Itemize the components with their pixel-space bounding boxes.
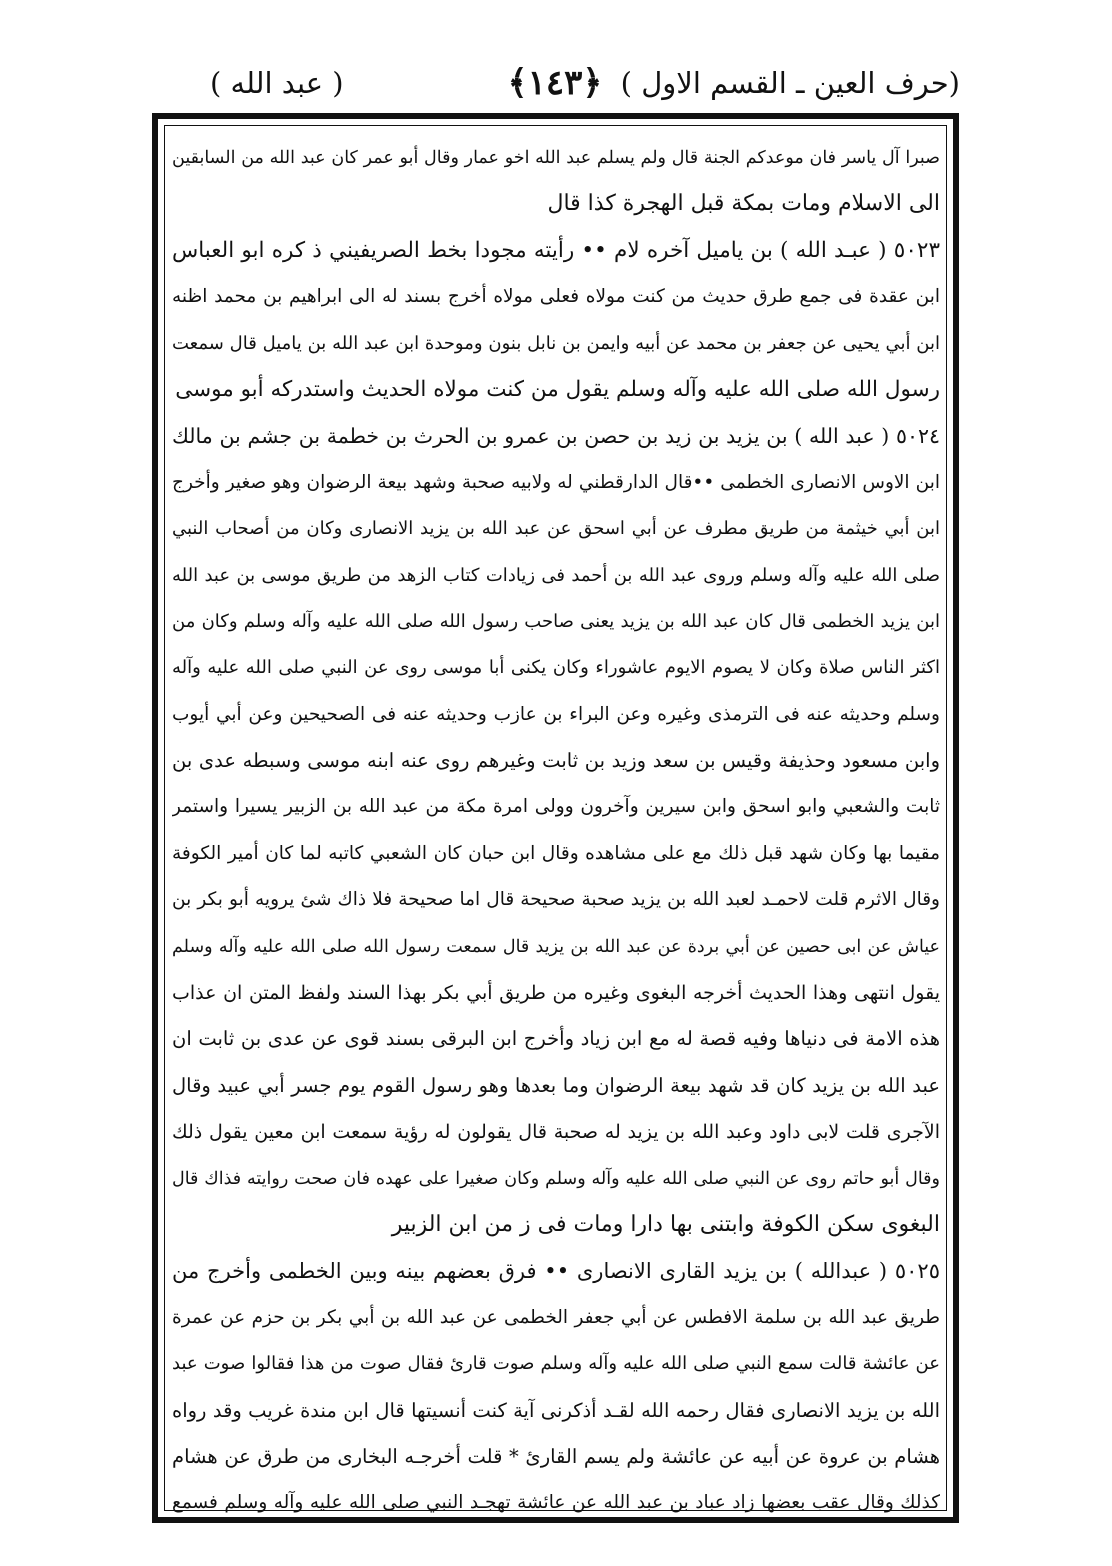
text-line: وابن مسعود وحذيفة وقيس بن سعد وزيد بن ثابت وغيرهم روى عنه ابنه موسى وسبطه عدى بن [172, 749, 940, 773]
text-line: وقال الاثرم قلت لاحمـد لعبد الله بن يزيد صحبة صحيحة قال اما صحيحة فلا ذاك شئ يرويه أبو بكر بن [172, 889, 940, 911]
text-line: صلى الله عليه وآله وسلم وروى عبد الله بن أحمد فى زيادات كتاب الزهد من طريق موسى بن عبد الله [172, 564, 940, 586]
text-line: ابن يزيد الخطمى قال كان عبد الله بن يزيد يعنى صاحب رسول الله صلى الله عليه وآله وسلم وكان من [172, 610, 940, 632]
text-line: وسلم وحديثه عنه فى الترمذى وغيره وعن البراء بن عازب وحديثه عنه فى الصحيحين وعن أبي أيوب [172, 703, 940, 725]
text-line: ابن عقدة فى جمع طرق حديث من كنت مولاه فعلى مولاه أخرج بسند له الى ابراهيم بن محمد اظنه [172, 286, 940, 308]
text-line: يقول انتهى وهذا الحديث أخرجه البغوى وغيره من طريق أبي بكر بهذا السند ولفظ المتن ان عذاب [172, 982, 940, 1005]
page-number: ﴿١٤٣﴾ [507, 63, 603, 103]
entry-5023-start: ٥٠٢٣ ( عبـد الله ) بن ياميل آخره لام •• رأيته مجودا بخط الصريفيني ذ كره ابو العباس [172, 237, 940, 263]
main-text [172, 135, 940, 1527]
text-line: اكثر الناس صلاة وكان لا يصوم الايوم عاشوراء وكان يكنى أبا موسى روى عن النبي صلى الله عليه وآله [172, 657, 940, 679]
text-line: وقال أبو حاتم روى عن النبي صلى الله عليه وآله وسلم وكان صغيرا على عهده فان صحت روايته فذاك قال [172, 1168, 940, 1189]
text-line: ابن الاوس الانصارى الخطمى ••قال الدارقطني له ولابيه صحبة وشهد بيعة الرضوان وهو صغير وأخرج [172, 471, 940, 493]
text-line: ابن أبي يحيى عن جعفر بن محمد عن أبيه وايمن بن نابل بنون وموحدة ابن عبد الله بن ياميل قال سمعت [172, 332, 940, 354]
text-line: عبد الله بن يزيد كان قد شهد بيعة الرضوان وما بعدها وهو رسول القوم يوم جسر أبي عبيد وقال [172, 1073, 940, 1097]
text-line: كذلك وقال عقب بعضها زاد عباد بن عبد الله عن عائشة تهجـد النبي صلى الله عليه وآله وسلم فسمع [172, 1492, 940, 1514]
text-line: عياش عن ابى حصين عن أبي بردة عن عبد الله بن يزيد قال سمعت رسول الله صلى الله عليه وآله وسلم [172, 936, 940, 957]
text-line: عن عائشة قالت سمع النبي صلى الله عليه وآله وسلم صوت قارئ فقال صوت من هذا فقالوا صوت عبد [172, 1353, 940, 1375]
text-line: هذه الامة فى دنياها وفيه قصة له مع ابن زياد وأخرج ابن البرقى بسند قوى عن عدى بن ثابت ان [172, 1027, 940, 1051]
chapter-heading: (حرف العين ـ القسم الاول ) [620, 66, 960, 100]
text-line: ابن أبي خيثمة من طريق مطرف عن أبي اسحق عن عبد الله بن يزيد الانصارى وكان من أصحاب النبي [172, 518, 940, 540]
entry-heading: ( عبد الله ) [210, 66, 344, 100]
text-line: مقيما بها وكان شهد قبل ذلك مع على مشاهده وقال ابن حبان كان الشعبي كاتبه لما كان أمير الكوفة [172, 842, 940, 864]
text-line: ثابت والشعبي وابو اسحق وابن سيرين وآخرون وولى امرة مكة من عبد الله بن الزبير يسيرا واستمر [172, 796, 940, 818]
page-header [150, 62, 960, 110]
entry-5025-start: ٥٠٢٥ ( عبدالله ) بن يزيد القارى الانصارى •• فرق بعضهم بينه وبين الخطمى وأخرج من [172, 1259, 940, 1284]
text-line: الى الاسلام ومات بمكة قبل الهجرة كذا قال [547, 191, 940, 217]
text-line: صبرا آل ياسر فان موعدكم الجنة قال ولم يسلم عبد الله اخو عمار وقال أبو عمر كان عبد الله من السابقين [172, 148, 940, 168]
text-line: الآجرى قلت لابى داود وعبد الله بن يزيد له صحبة قال يقولون له رؤية سمعت ابن معين يقول ذلك [172, 1121, 940, 1144]
text-line: البغوى سكن الكوفة وابتنى بها دارا ومات فى ز من ابن الزبير [391, 1211, 940, 1237]
text-line: هشام بن عروة عن أبيه عن عائشة ولم يسم القارئ * قلت أخرجـه البخارى من طرق عن هشام [172, 1444, 940, 1468]
entry-5024-start: ٥٠٢٤ ( عبد الله ) بن يزيد بن زيد بن حصن بن عمرو بن الحرث بن خطمة بن جشم بن مالك [172, 424, 940, 449]
text-line: الله بن يزيد الانصارى فقال رحمه الله لقـد أذكرنى آية كنت أنسيتها قال ابن مندة غريب وقد رواه [172, 1398, 940, 1422]
text-line: طريق عبد الله بن سلمة الافطس عن أبي جعفر الخطمى عن عبد الله بن أبي بكر بن حزم عن عمرة [172, 1306, 940, 1328]
text-line: رسول الله صلى الله عليه وآله وسلم يقول من كنت مولاه الحديث واستدركه أبو موسى [175, 376, 940, 402]
